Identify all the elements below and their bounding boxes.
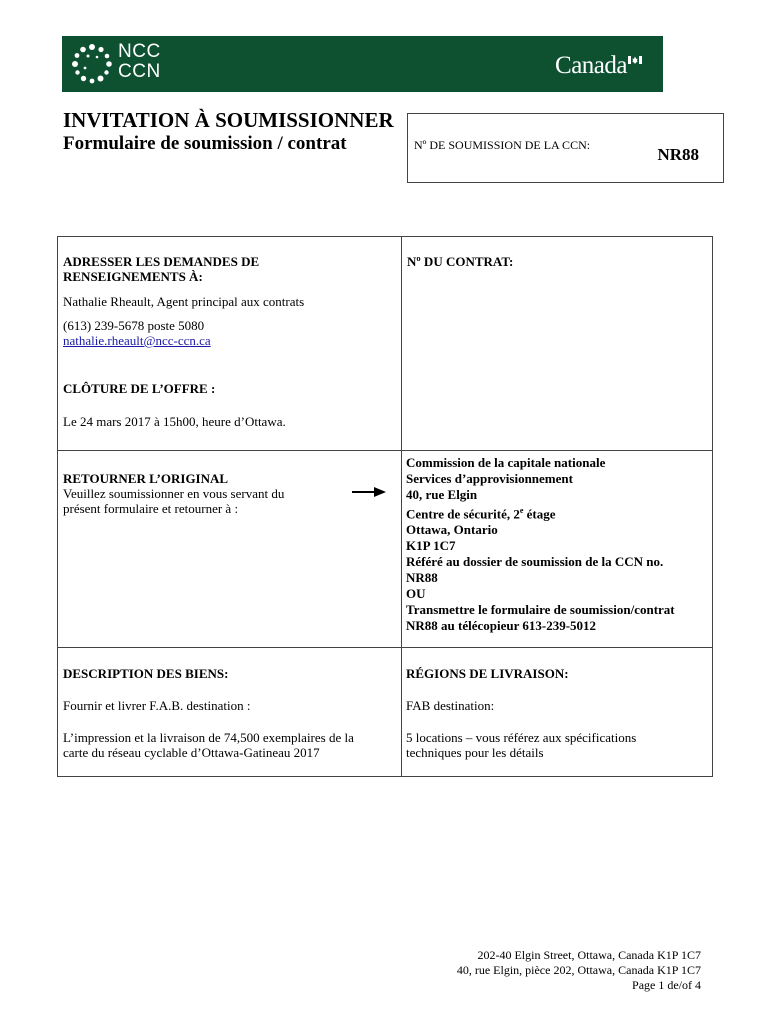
address-line: Services d’approvisionnement (406, 471, 573, 486)
tender-number-value: NR88 (657, 145, 699, 164)
address-line: Commission de la capitale nationale (406, 455, 606, 470)
contact-email-link[interactable]: nathalie.rheault@ncc-ccn.ca (63, 333, 211, 348)
ncc-logo-text (118, 42, 161, 82)
row-divider-goods (57, 647, 713, 648)
goods-heading: DESCRIPTION DES BIENS: (63, 666, 229, 681)
address-line: OU (406, 586, 426, 602)
return-line1: Veuillez soumissionner en vous servant du (63, 486, 285, 501)
address-floor-text: Centre de sécurité, 2 (406, 506, 520, 522)
return-line2: présent formulaire et retourner à : (63, 501, 239, 516)
delivery-heading: RÉGIONS DE LIVRAISON: (406, 666, 569, 681)
address-line-floor (406, 503, 675, 522)
page-subtitle: Formulaire de soumission / contrat (63, 133, 347, 154)
page-title: INVITATION À SOUMISSIONNER (63, 108, 394, 132)
canada-flag-icon (628, 56, 642, 64)
row-divider-right (401, 450, 713, 451)
address-line: K1P 1C7 (406, 538, 456, 554)
closing-date: Le 24 mars 2017 à 15h00, heure d’Ottawa. (63, 414, 286, 429)
delivery-line3: techniques pour les détails (406, 745, 544, 760)
column-divider (401, 236, 402, 777)
address-line: NR88 au télécopieur 613-239-5012 (406, 618, 597, 634)
inquiries-heading (63, 254, 259, 284)
tender-number-label: Nº DE SOUMISSION DE LA CCN: (414, 138, 591, 152)
contact-phone: (613) 239-5678 poste 5080 (63, 318, 205, 333)
arrow-right-icon (352, 486, 386, 498)
logo-line-ncc: NCC (118, 41, 161, 62)
address-floor-text-end: étage (523, 506, 556, 522)
address-line: Ottawa, Ontario (406, 522, 498, 538)
delivery-line2: 5 locations – vous référez aux spécifications (406, 730, 637, 745)
logo-line-ccn: CCN (118, 61, 161, 82)
tender-number-box (407, 113, 724, 183)
delivery-description (406, 730, 636, 760)
contract-number-label: Nº DU CONTRAT: (407, 254, 514, 269)
header-banner (62, 36, 663, 92)
footer-address-en: 202-40 Elgin Street, Ottawa, Canada K1P 1C7 (477, 948, 701, 962)
return-heading: RETOURNER L’ORIGINAL (63, 471, 229, 486)
page-number: Page 1 de/of 4 (632, 978, 701, 992)
goods-description (63, 730, 354, 760)
goods-line3: carte du réseau cyclable d’Ottawa-Gatineau 2017 (63, 745, 320, 760)
address-line: NR88 (406, 570, 438, 586)
page-footer (371, 948, 701, 993)
address-line: Référé au dossier de soumission de la CCN no. (406, 554, 664, 570)
address-line: 40, rue Elgin (406, 487, 478, 502)
return-instructions (63, 486, 284, 516)
inquiries-heading-line2: RENSEIGNEMENTS À: (63, 269, 203, 284)
address-line: Transmettre le formulaire de soumission/contrat (406, 602, 675, 618)
goods-line2: L’impression et la livraison de 74,500 exemplaires de la (63, 730, 354, 745)
row-divider-left (57, 450, 402, 451)
canada-wordmark: Canada (555, 52, 627, 79)
closing-heading: CLÔTURE DE L’OFFRE : (63, 381, 216, 396)
address-floor-sup: e (519, 506, 524, 515)
goods-line1: Fournir et livrer F.A.B. destination : (63, 698, 251, 713)
footer-address-fr: 40, rue Elgin, pièce 202, Ottawa, Canada K1P 1C7 (456, 963, 701, 977)
delivery-line1: FAB destination: (406, 698, 495, 713)
ncc-dot-ring-icon (70, 42, 114, 86)
inquiries-heading-line1: ADRESSER LES DEMANDES DE (63, 254, 260, 269)
return-address (406, 455, 675, 634)
contact-name: Nathalie Rheault, Agent principal aux contrats (63, 294, 305, 309)
